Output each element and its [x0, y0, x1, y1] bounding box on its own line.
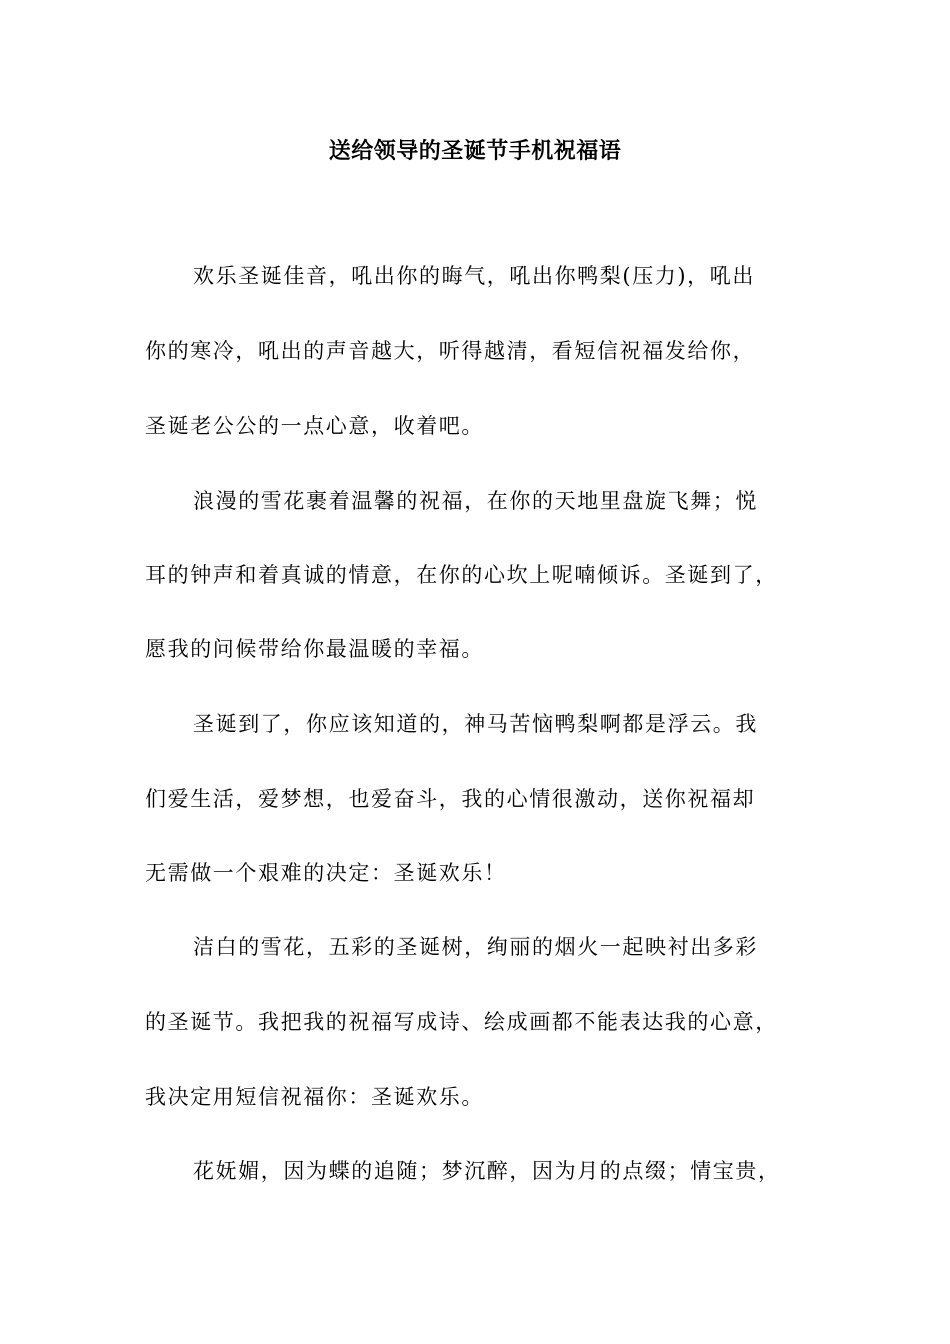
- paragraph-4-line-2: 的圣诞节。我把我的祝福写成诗、绘成画都不能表达我的心意，: [145, 1010, 778, 1034]
- paragraph-1-line-3: 圣诞老公公的一点心意，收着吧。: [145, 414, 484, 438]
- paragraph-3-line-2: 们爱生活，爱梦想，也爱奋斗，我的心情很激动，送你祝福却: [145, 787, 756, 811]
- paragraph-2-line-3: 愿我的问候带给你最温暖的幸福。: [145, 637, 484, 661]
- paragraph-5-line-1: 花妩媚，因为蝶的追随；梦沉醉，因为月的点缀；情宝贵，: [193, 1159, 781, 1183]
- paragraph-2-line-2: 耳的钟声和着真诚的情意，在你的心坎上呢喃倾诉。圣诞到了，: [145, 563, 778, 587]
- paragraph-1-line-2: 你的寒冷，吼出的声音越大，听得越清，看短信祝福发给你，: [145, 339, 756, 363]
- paragraph-3-line-3: 无需做一个艰难的决定：圣诞欢乐！: [145, 861, 507, 885]
- paragraph-4-line-3: 我决定用短信祝福你：圣诞欢乐。: [145, 1085, 484, 1109]
- document-title: 送给领导的圣诞节手机祝福语: [328, 139, 622, 164]
- paragraph-4-line-1: 洁白的雪花，五彩的圣诞树，绚丽的烟火一起映衬出多彩: [193, 935, 758, 959]
- paragraph-2-line-1: 浪漫的雪花裹着温馨的祝福，在你的天地里盘旋飞舞；悦: [193, 489, 758, 513]
- paragraph-3-line-1: 圣诞到了，你应该知道的，神马苦恼鸭梨啊都是浮云。我: [193, 712, 758, 736]
- paragraph-1-line-1: 欢乐圣诞佳音，吼出你的晦气，吼出你鸭梨(压力)，吼出: [193, 264, 755, 288]
